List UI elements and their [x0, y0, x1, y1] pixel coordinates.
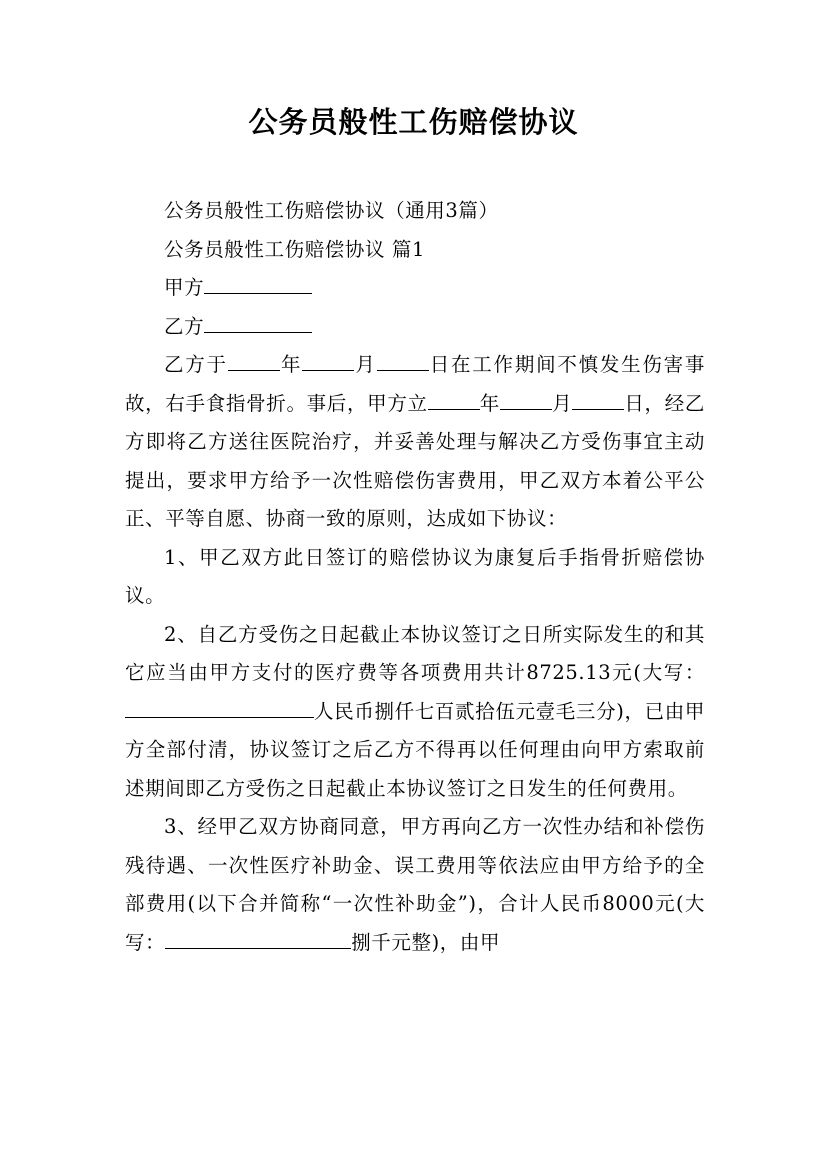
- clause-3-text: 3、经甲乙双方协商同意，甲方再向乙方一次性办结和补偿伤残待遇、一次性医疗补助金、误工费用等依法应由甲方给予的全部费用(以下合并简称“一次性补助金”)，合计人民币8000元(大写：: [125, 815, 705, 954]
- intro-text: 月: [354, 353, 377, 376]
- intro-text: 年: [279, 353, 303, 376]
- section-heading: 公务员般性工伤赔偿协议 篇1: [164, 237, 426, 261]
- clause-3: [125, 808, 705, 962]
- party-a-line: [125, 269, 705, 308]
- amount-words-blank: [125, 696, 314, 717]
- clause-2-text: 人民币捌仟七百贰拾伍元壹毛三分)，已由甲方全部付清，协议签订之后乙方不得再以任何理由向甲方索取前述期间即乙方受伤之日起截止本协议签订之日发生的任何费用。: [125, 699, 705, 800]
- clause-2: [125, 616, 705, 809]
- party-a-blank: [204, 273, 312, 294]
- intro-text: 月: [551, 391, 573, 415]
- document-title: 公务员般性工伤赔偿协议: [248, 105, 579, 139]
- amount-words-blank: [165, 927, 351, 948]
- clause-1: 1、甲乙双方此日签订的赔偿协议为康复后手指骨折赔偿协议。: [125, 545, 705, 607]
- party-a-label: 甲方: [164, 276, 205, 299]
- month-blank: [500, 388, 552, 409]
- intro-text: 日，经乙方即将乙方送往医院治疗，并妥善处理与解决乙方受伤事宜主动提出，要求甲方给予一次性赔偿伤害费用，甲乙双方本着公平公正、平等自愿、协商一致的原则，达成如下协议：: [125, 391, 705, 530]
- intro-text: 乙方于: [164, 353, 228, 376]
- party-b-label: 乙方: [164, 314, 205, 338]
- day-blank: [377, 350, 429, 371]
- year-blank: [228, 350, 280, 371]
- document-subtitle: 公务员般性工伤赔偿协议（通用3篇）: [164, 199, 499, 222]
- intro-paragraph: [125, 346, 705, 539]
- clause-2-text: 2、自乙方受伤之日起截止本协议签订之日所实际发生的和其它应当由甲方支付的医疗费等各项费用共计8725.13元(大写：: [125, 622, 705, 684]
- month-blank: [302, 350, 354, 371]
- party-b-blank: [204, 311, 312, 332]
- intro-text: 日在工作期间不慎发生伤害事故，右手食指骨折。事后，甲方立: [125, 353, 705, 415]
- intro-text: 年: [479, 391, 500, 415]
- document-body: [125, 192, 705, 962]
- clause-3-text: 捌千元整)，由甲: [351, 930, 501, 954]
- day-blank: [572, 388, 624, 409]
- party-b-line: [125, 308, 705, 347]
- year-blank: [428, 388, 480, 409]
